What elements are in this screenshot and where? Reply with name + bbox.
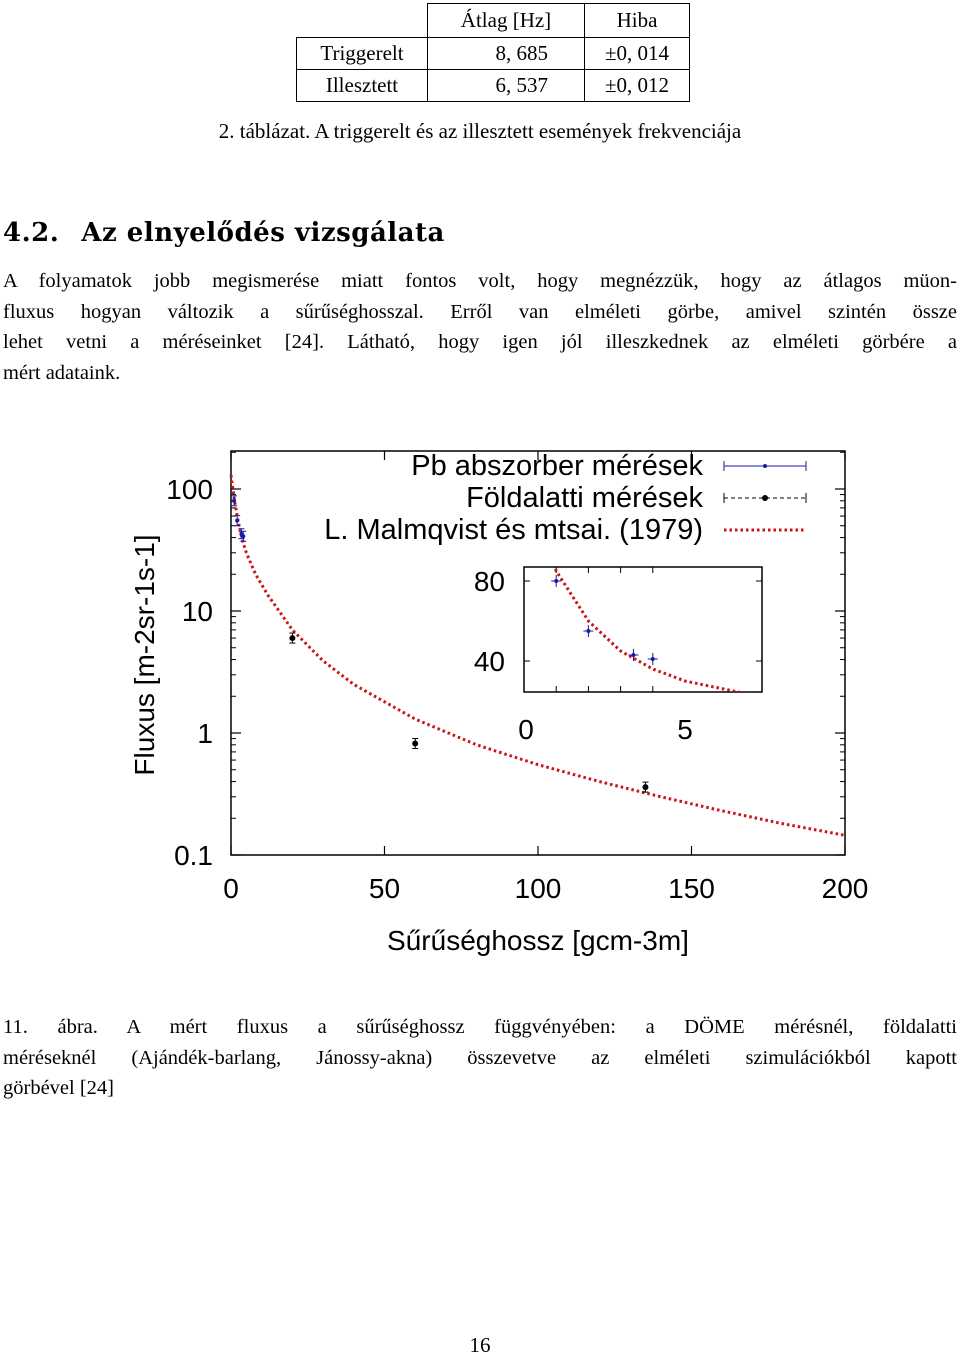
y-tick-label: 1 [197,718,213,749]
data-point [241,534,245,538]
section-heading [3,218,445,248]
inset-x-tick-label: 0 [518,714,534,745]
y-tick-label: 100 [166,474,213,505]
data-point [235,519,239,523]
x-tick-label: 150 [668,873,715,904]
data-point [642,784,648,790]
inset-data-point [554,579,558,583]
table-row [297,38,690,70]
legend-marker [762,495,768,501]
section-number: 4.2. [3,218,60,248]
table-row [297,70,690,102]
y-axis-label: Fluxus [m-2sr-1s-1] [129,534,160,776]
table-header-cell: Hiba [585,4,690,38]
x-tick-label: 200 [821,873,869,904]
legend-label: Pb abszorber mérések [411,450,703,482]
table-cell: 6, 537 [428,70,585,102]
y-tick-label: 10 [181,596,213,627]
y-tick-label: 0.1 [174,840,213,871]
table-cell: 8, 685 [428,38,585,70]
inset-y-tick-label: 40 [473,646,505,677]
table-header-cell [297,4,428,38]
paragraph-line: A folyamatok jobb megismerése miatt fontos volt, hogy megnézzük, hogy az átlagos müon- [3,270,957,292]
body-paragraph [3,266,957,388]
legend-label: Földalatti mérések [466,482,703,514]
x-axis-label: Sűrűséghossz [gcm-3m] [387,925,689,956]
frequency-table [296,3,690,102]
figure-caption [3,1012,957,1104]
x-tick-label: 100 [514,873,562,904]
inset-data-point [651,657,655,661]
figure-caption-line: méréseknél (Ajándék-barlang, Jánossy-akna) összevetve az elméleti szimulációkból kapott [3,1046,957,1069]
inset-y-tick-label: 80 [473,566,505,597]
paragraph-line: mért adataink. [3,361,121,384]
table-caption: 2. táblázat. A triggerelt és az illesztett események frekvenciája [218,119,742,143]
section-title: Az elnyelődés vizsgálata [81,218,445,248]
paragraph-line: lehet vetni a méréseinket [24]. Látható, hogy igen jól illeszkednek az elméleti görbére a [3,331,957,353]
table-cell: ±0, 014 [585,38,690,70]
inset-x-tick-label: 5 [677,714,693,745]
inset-frame [524,567,762,692]
page-number: 16 [469,1333,491,1357]
table-header-row [297,4,690,38]
table-cell: Illesztett [297,70,428,102]
data-point [289,635,295,641]
inset-data-point [586,629,590,633]
legend-label: L. Malmqvist és mtsai. (1979) [324,514,703,546]
legend-marker [763,464,767,468]
x-tick-label: 50 [368,873,401,904]
table-cell: Triggerelt [297,38,428,70]
data-point [232,499,236,503]
data-point [412,741,418,747]
inset-data-point [631,653,635,657]
paragraph-line: fluxus hogyan változik a sűrűséghosszal. Erről van elméleti görbe, amivel szintén össze [3,300,957,323]
figure-caption-line: 11. ábra. A mért fluxus a sűrűséghossz függvényében: a DÖME mérésnél, földalatti [3,1016,957,1038]
table-header-cell: Átlag [Hz] [428,4,585,38]
table-cell: ±0, 012 [585,70,690,102]
figure-caption-line: görbével [24] [3,1077,114,1099]
x-tick-label: 0 [223,873,239,904]
flux-chart [0,430,960,970]
